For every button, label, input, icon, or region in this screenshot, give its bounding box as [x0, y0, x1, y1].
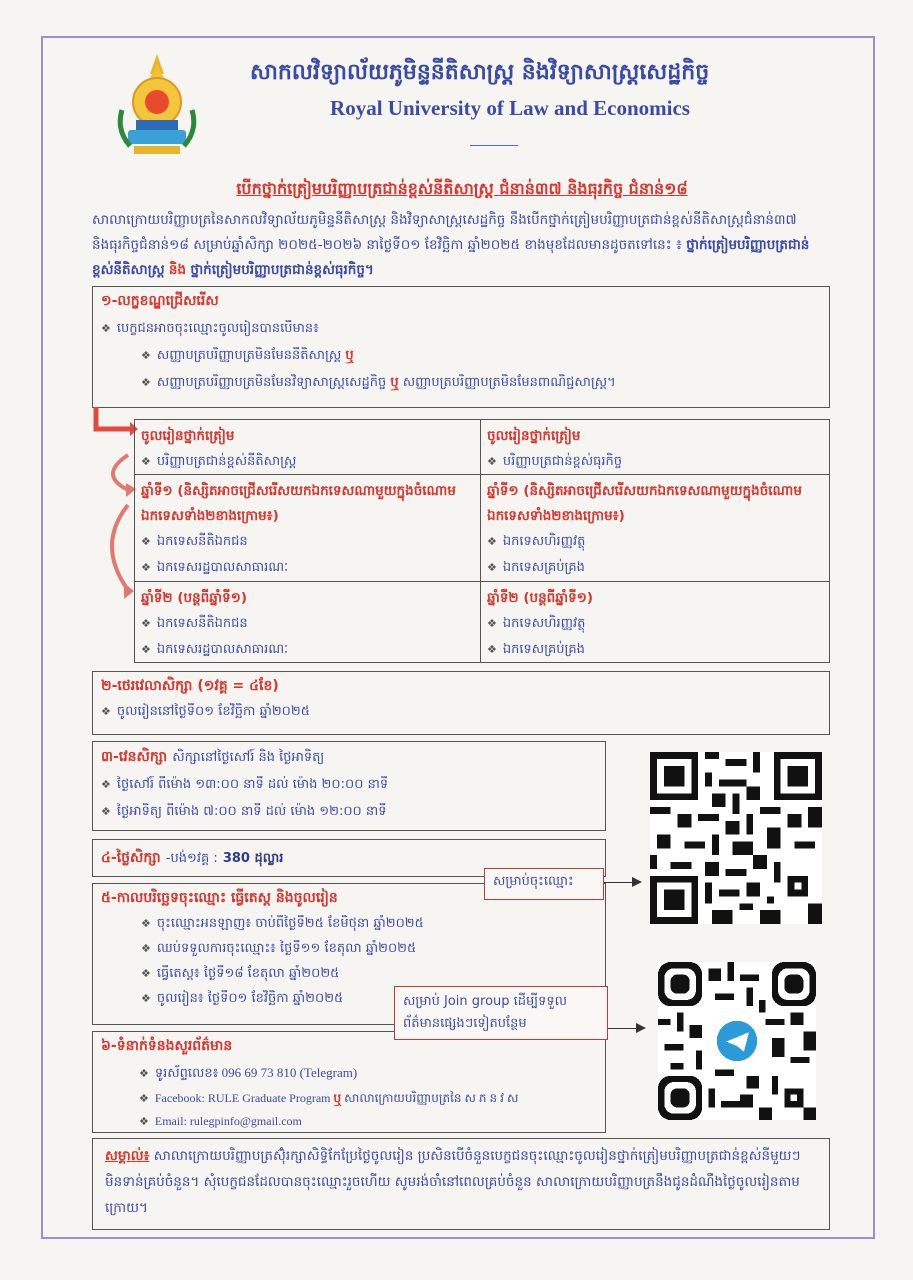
- law-year2-cell: [134, 581, 481, 663]
- business-year1-cell: [480, 474, 830, 582]
- diamond-bullet-icon: ❖: [101, 805, 111, 818]
- diamond-bullet-icon: ❖: [141, 376, 151, 389]
- diamond-bullet-icon: ❖: [487, 535, 497, 548]
- arrow-head-icon: [636, 1023, 646, 1033]
- diamond-bullet-icon: ❖: [139, 1068, 149, 1080]
- business-year2-title: ឆ្នាំទី២ (បន្តពីឆ្នាំទី១): [487, 590, 594, 606]
- university-logo: [114, 50, 200, 160]
- law-enroll-title: ចូលរៀនថ្នាក់ត្រៀម: [141, 428, 235, 444]
- contact-phone: ❖ ទូរស័ព្ទលេខ៖ 096 69 73 810 (Telegram): [139, 1065, 358, 1080]
- business-year1-item-1: ❖ ឯកទេសហិរញ្ញវត្ថុ: [487, 534, 586, 549]
- section2-item: ❖ ចូលរៀននៅថ្ងៃទី០១ ខែវិច្ឆិកា ឆ្នាំ២០២៥: [101, 704, 310, 719]
- arrow-head-icon: [632, 877, 642, 887]
- section1-item-2: ❖ សញ្ញាបត្របរិញ្ញាបត្រមិនមែនវិទ្យាសាស្ត្រសេដ្ឋកិច្ច ឬ សញ្ញាបត្របរិញ្ញាបត្រមិនមែនពាណិជ្ជសាស្ត្រ។: [141, 375, 616, 390]
- law-year1-cell: [134, 474, 481, 582]
- university-name-khmer: សាកលវិទ្យាល័យភូមិន្ទនីតិសាស្ត្រ និងវិទ្យាសាស្ត្រសេដ្ឋកិច្ច: [250, 60, 710, 85]
- diamond-bullet-icon: ❖: [487, 455, 497, 468]
- note-box: [92, 1138, 830, 1230]
- law-year2-item-1: ❖ ឯកទេសនីតិឯកជន: [141, 616, 248, 631]
- section3-item-1: ❖ ថ្ងៃសៅរ៍ ពីម៉ោង ១៣:០០ នាទី ដល់ ម៉ោង ២០:០០ នាទី: [101, 777, 389, 792]
- section1-item-1: ❖ សញ្ញាបត្របរិញ្ញាបត្រមិនមែននីតិសាស្ត្រ ឬ: [141, 348, 354, 363]
- section-study-schedule: [92, 741, 606, 831]
- intro-emphasis-law: ថ្នាក់ត្រៀមបរិញ្ញាបត្រជាន់ខ្ពស់នីតិសាស្ត្រ: [92, 237, 810, 278]
- section4-detail: -បង់១វគ្គ :: [165, 851, 218, 866]
- section4-title: ៤-ថ្លៃសិក្សា: [101, 850, 161, 866]
- university-name-english: Royal University of Law and Economics: [330, 96, 690, 120]
- section3-item-2: ❖ ថ្ងៃអាទិត្យ ពីម៉ោង ៧:០០ នាទី ដល់ ម៉ោង ១២:០០ នាទី: [101, 804, 387, 819]
- law-year1-title: ឆ្នាំទី១ (និស្សិតអាចជ្រើសរើសយកឯកទេសណាមួយក្នុងចំណោមឯកទេសទាំង២ខាងក្រោម៖): [141, 483, 456, 524]
- intro-paragraph: [92, 208, 827, 283]
- diamond-bullet-icon: ❖: [141, 561, 151, 574]
- intro-emphasis-business: ថ្នាក់ត្រៀមបរិញ្ញាបត្រជាន់ខ្ពស់ធុរកិច្ច។: [190, 262, 374, 278]
- section-contact-info: [92, 1031, 606, 1133]
- diamond-bullet-icon: ❖: [101, 322, 111, 335]
- callout-register: សម្រាប់ចុះឈ្មោះ: [484, 868, 604, 900]
- business-year2-item-2: ❖ ឯកទេសគ្រប់គ្រង: [487, 642, 585, 657]
- business-enroll-title: ចូលរៀនថ្នាក់ត្រៀម: [487, 428, 581, 444]
- business-enroll-cell: [480, 419, 830, 475]
- business-year2-cell: [480, 581, 830, 663]
- business-year1-title: ឆ្នាំទី១ (និស្សិតអាចជ្រើសរើសយកឯកទេសណាមួយក្នុងចំណោមឯកទេសទាំង២ខាងក្រោម៖): [487, 483, 802, 524]
- diamond-bullet-icon: ❖: [141, 967, 151, 980]
- business-year2-item-1: ❖ ឯកទេសហិរញ្ញវត្ថុ: [487, 616, 586, 631]
- section3-heading: ៣-វេនសិក្សា សិក្សានៅថ្ងៃសៅរ៍ និង ថ្ងៃអាទិត្យ: [101, 749, 325, 765]
- diamond-bullet-icon: ❖: [139, 1116, 149, 1128]
- section5-item-1: ❖ ចុះឈ្មោះអនឡាញ៖ ចាប់ពីថ្ងៃទី២៥ ខែមិថុនា ឆ្នាំ២០២៥: [141, 916, 424, 931]
- note-text: សាលាក្រោយបរិញ្ញាបត្រស៊ុំរក្សាសិទ្ធិកែប្រែថ្ងៃចូលរៀន ប្រសិនបើចំនួនបេក្ខជនចុះឈ្មោះចូលរៀនថ្នាក់ត្រៀមបរិញ្ញាបត្រជាន់ខ្ពស់នីមួយៗមិនទាន់គ្រប់ចំនួន។ សុំបេក្ខជនដែលបានចុះឈ្មោះរួចហើយ សូមរង់ចាំនៅពេលគ្រប់ចំនួន សាលាក្រោយបរិញ្ញាបត្រនឹងជូនដំណឹងថ្ងៃចូលរៀនតាមក្រោយ។: [105, 1148, 801, 1216]
- diamond-bullet-icon: ❖: [101, 705, 111, 718]
- diamond-bullet-icon: ❖: [141, 992, 151, 1005]
- diamond-bullet-icon: ❖: [141, 942, 151, 955]
- section5-item-3: ❖ ធ្វើតេស្ត៖ ថ្ងៃទី១៨ ខែតុលា ឆ្នាំ២០២៥: [141, 966, 340, 981]
- law-enroll-item: ❖ បរិញ្ញាបត្រជាន់ខ្ពស់នីតិសាស្ត្រ: [141, 454, 297, 469]
- section-study-duration: [92, 671, 830, 735]
- section-selection-criteria: [92, 286, 830, 408]
- header-divider: [470, 145, 518, 146]
- law-year2-item-2: ❖ ឯកទេសរដ្ឋបាលសាធារណៈ: [141, 642, 289, 657]
- flow-arrow-icon: [88, 405, 138, 605]
- announcement-title: បើកថ្នាក់ត្រៀមបរិញ្ញាបត្រជាន់ខ្ពស់នីតិសាស្ត្រ ជំនាន់៣៧ និងធុរកិច្ច ជំនាន់១៨: [236, 179, 688, 198]
- diamond-bullet-icon: ❖: [139, 1093, 149, 1105]
- business-year1-item-2: ❖ ឯកទេសគ្រប់គ្រង: [487, 560, 585, 575]
- diamond-bullet-icon: ❖: [141, 643, 151, 656]
- business-enroll-item: ❖ បរិញ្ញាបត្រជាន់ខ្ពស់ធុរកិច្ច: [487, 454, 623, 469]
- section5-title: ៥-កាលបរិច្ឆេទចុះឈ្មោះ ធ្វើតេស្ត និងចូលរៀន: [101, 890, 338, 906]
- section6-title: ៦-ទំនាក់ទំនងសួរព័ត៌មាន: [101, 1038, 233, 1054]
- diamond-bullet-icon: ❖: [101, 778, 111, 791]
- registration-qr-code[interactable]: [650, 752, 822, 924]
- section1-intro: ❖ បេក្ខជនអាចចុះឈ្មោះចូលរៀនបានបើមាន៖: [101, 321, 319, 336]
- tuition-amount: 380 ដុល្លារ: [222, 851, 284, 866]
- diamond-bullet-icon: ❖: [141, 917, 151, 930]
- note-label: សម្គាល់៖: [105, 1148, 150, 1164]
- contact-email[interactable]: ❖ Email: rulegpinfo@gmail.com: [139, 1114, 302, 1128]
- diamond-bullet-icon: ❖: [487, 643, 497, 656]
- intro-and: និង: [168, 262, 187, 278]
- diamond-bullet-icon: ❖: [487, 617, 497, 630]
- law-year2-title: ឆ្នាំទី២ (បន្តពីឆ្នាំទី១): [141, 590, 248, 606]
- diamond-bullet-icon: ❖: [141, 617, 151, 630]
- law-year1-item-2: ❖ ឯកទេសរដ្ឋបាលសាធារណៈ: [141, 560, 289, 575]
- law-year1-item-1: ❖ ឯកទេសនីតិឯកជន: [141, 534, 248, 549]
- diamond-bullet-icon: ❖: [487, 561, 497, 574]
- section2-title: ២-ថេរវេលាសិក្សា (១វគ្គ = ៤ខែ): [101, 678, 279, 694]
- section1-title: ១-លក្ខខណ្ឌជ្រើសរើស: [101, 293, 219, 309]
- law-enroll-cell: [134, 419, 481, 475]
- diamond-bullet-icon: ❖: [141, 349, 151, 362]
- telegram-group-qr-code[interactable]: [658, 962, 816, 1120]
- diamond-bullet-icon: ❖: [141, 535, 151, 548]
- section5-item-2: ❖ ឈប់ទទួលការចុះឈ្មោះ៖ ថ្ងៃទី១១ ខែតុលា ឆ្នាំ២០២៥: [141, 941, 417, 956]
- section5-item-4: ❖ ចូលរៀន៖ ថ្ងៃទី០១ ខែវិច្ឆិកា ឆ្នាំ២០២៥: [141, 991, 344, 1006]
- diamond-bullet-icon: ❖: [141, 455, 151, 468]
- callout-join-group: សម្រាប់ Join group ដើម្បីទទួលព័ត៌មានផ្សេងៗទៀតបន្ថែម: [394, 986, 608, 1040]
- intro-text: សាលាក្រោយបរិញ្ញាបត្រនៃសាកលវិទ្យាល័យភូមិន្ទនីតិសាស្ត្រ និងវិទ្យាសាស្ត្រសេដ្ឋកិច្ច នឹងបើកថ្នាក់ត្រៀមបរិញ្ញាបត្រជាន់ខ្ពស់នីតិសាស្ត្រជំនាន់៣៧ និងធុរកិច្ចជំនាន់១៨ សម្រាប់ឆ្នាំសិក្សា ២០២៥-២០២៦ នាថ្ងៃទី០១ ខែវិច្ឆិកា ឆ្នាំ២០២៥ ខាងមុខដែលមានដូចតទៅនេះ ៖: [92, 212, 797, 253]
- contact-facebook[interactable]: ❖ Facebook: RULE Graduate Program ឬ សាលាក្រោយបរិញ្ញាបត្រនៃ ស ភ ន វ ស: [139, 1091, 519, 1105]
